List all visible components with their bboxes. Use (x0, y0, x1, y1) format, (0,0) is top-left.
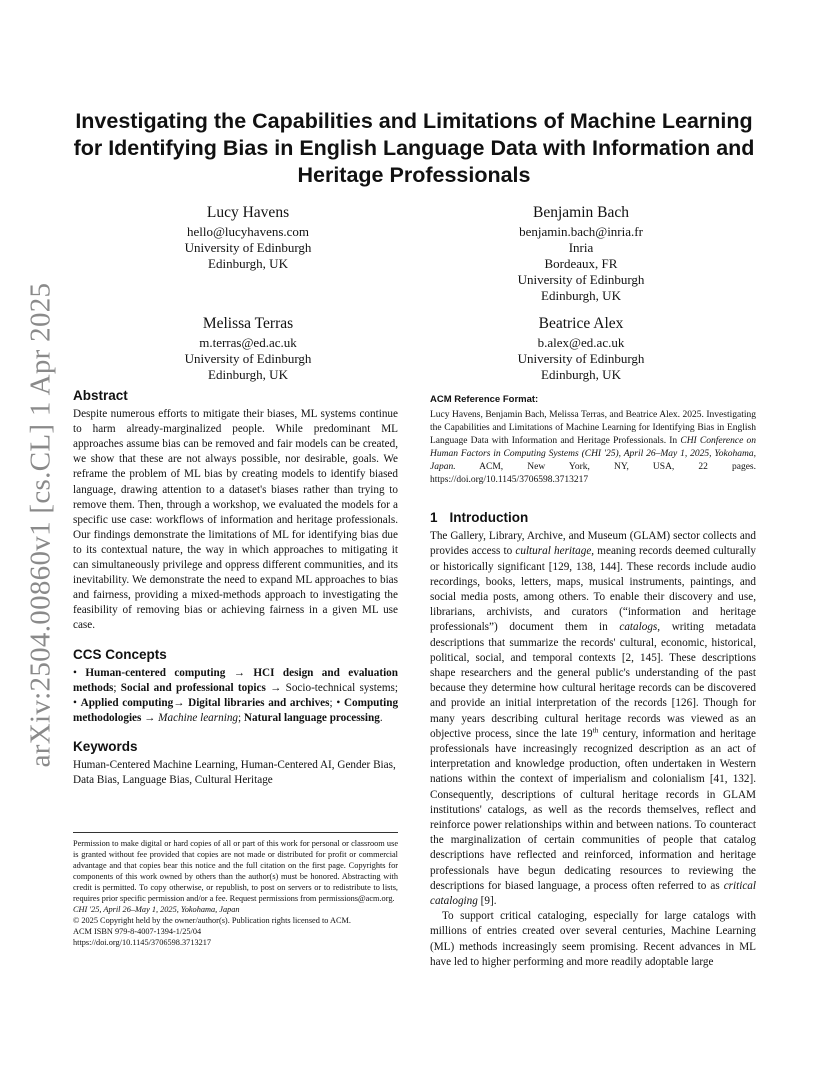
author-location: Edinburgh, UK (208, 256, 288, 271)
intro-text: The Gallery, Library, Archive, and Museum (GLAM) sector collects and provides access to (430, 530, 756, 558)
author-affiliation: University of Edinburgh (517, 351, 645, 366)
ccs-arrow: → (173, 696, 185, 709)
ccs-arrow: → (270, 681, 282, 694)
author-name: Beatrice Alex (538, 315, 624, 332)
arxiv-identifier (18, 282, 64, 768)
isbn-line: ACM ISBN 979-8-4007-1394-1/25/04 (73, 927, 202, 936)
author-block (481, 314, 681, 383)
abstract-text: Despite numerous efforts to mitigate their biases, ML systems continue to harm already-marginalized people. While predominant ML approaches assume bias can be removed and fair models can be created, we show that these are not always possible, nor desirable, goals. We reframe the problem of ML bias by creating models to identify biased language, drawing attention to a dataset's biases rather than trying to remove them. Then, through a workshop, we evaluated the models for a specific use case: workflows of information and heritage professionals. Our findings demonstrate the limitations of ML for identifying bias due to its contextual nature, the way in which approaches to mitigating it can simultaneously privilege and oppress different communities, and its inevitability. We demonstrate the need to expand ML approaches to bias and fairness, providing a mixed-methods approach to investigating the feasibility of removing bias or achieving fairness in a given ML use case. (73, 408, 398, 632)
ccs-separator: ; (329, 696, 337, 709)
author-location: Bordeaux, FR (544, 256, 618, 271)
permission-text: Permission to make digital or hard copies of all or part of this work for personal or classroom use is granted without fee provided that copies are not made or distributed for profit or commercial advantage and that copies bear this notice and the full citation on the first page. Copyrights for components of this work owned by others than the author(s) must be honored. Abstracting with credit is permitted. To copy otherwise, or republish, to post on servers or to redistribute to lists, requires prior specific permission and/or a fee. Request permissions from permissions@acm.org. (73, 839, 398, 903)
acm-reference (430, 392, 756, 487)
acm-reference-heading: ACM Reference Format: (430, 394, 539, 405)
paper-title: Investigating the Capabilities and Limitations of Machine Learning for Identifying Bias in English Language Data with Information and Heritage Professionals (73, 109, 755, 187)
intro-text: [9]. (477, 895, 497, 908)
ccs-term: Natural language processing (243, 711, 380, 724)
acm-reference-text (430, 409, 756, 487)
author-email: m.terras@ed.ac.uk (199, 335, 297, 350)
author-affiliation: Inria (568, 240, 594, 255)
section-number: 1 (430, 510, 438, 525)
author-block (481, 203, 681, 304)
acm-reference-venue: CHI Conference on Human Factors in Computing Systems (CHI '25), April 26–May 1, 2025, Yokohama, Japan. (430, 436, 756, 473)
intro-term: critical cataloging (430, 879, 756, 908)
author-location: Edinburgh, UK (541, 367, 621, 382)
ccs-separator: ; (113, 681, 121, 694)
ccs-term: Applied computing (80, 696, 174, 709)
author-name: Benjamin Bach (533, 204, 629, 221)
ccs-concepts: • Human-centered computing → HCI design and evaluation methods; Social and professional topics → Socio-technical systems; • Applied computing→ Digital libraries and archives; • Computing methodologies → Machine learning; Natural language processing. (73, 666, 399, 724)
intro-text: , meaning records deemed culturally or historically significant [129, 138, 144]. These records include audio recordings, books, letters, maps, musical instruments, paintings, and social media posts, among others. To enable their discovery and use, librarians, archivists, and curators (“information and heritage professionals”) document them in (430, 545, 756, 634)
ccs-arrow: → (144, 711, 156, 724)
superscript: th (592, 725, 599, 735)
ccs-term: Human-centered computing (85, 666, 226, 679)
ccs-arrow: → (233, 666, 245, 679)
intro-term: catalogs (619, 621, 658, 634)
author-email: b.alex@ed.ac.uk (537, 335, 625, 350)
author-block (148, 314, 348, 383)
ccs-term: Social and professional topics (120, 681, 266, 694)
acm-reference-authors: Lucy Havens, Benjamin Bach, Melissa Terras, and Beatrice Alex. 2025. Investigating the Capabilities and Limitations of Machine Learning for Identifying Bias in English Language Data with Information and Heritage Professionals. In (430, 410, 756, 447)
author-location: Edinburgh, UK (541, 288, 621, 303)
author-affiliation: University of Edinburgh (517, 272, 645, 287)
intro-term: cultural heritage (515, 545, 592, 558)
section-title: Introduction (449, 510, 529, 525)
keywords-heading: Keywords (73, 738, 138, 754)
venue-line: CHI '25, April 26–May 1, 2025, Yokohama, Japan (73, 905, 240, 914)
intro-text: century, information and heritage professionals have increasingly recognized description as an act of interpretation and knowledge production, often undertaken in Western nations within the context of imperialism and colonialism [41, 132]. Consequently, descriptions of cultural heritage records in GLAM institutions' catalogs, as well as the records themselves, reflect and reinforce power relationships within and between nations. To counteract the marginalization of certain communities of people that catalog descriptions have reflected and reinforced, information and heritage professionals have begun dedicating resources to reviewing the descriptions for biased language, a process often referred to as (430, 727, 756, 892)
ccs-separator: ; (394, 681, 398, 694)
ccs-heading: CCS Concepts (73, 646, 167, 662)
left-column (73, 388, 398, 788)
ccs-separator: ; (238, 711, 244, 724)
acm-reference-publisher[interactable]: ACM, New York, NY, USA, 22 pages. https://doi.org/10.1145/3706598.3713217 (430, 462, 756, 486)
author-email: benjamin.bach@inria.fr (519, 224, 643, 239)
abstract-heading: Abstract (73, 388, 128, 403)
permission-footnote (73, 832, 398, 948)
ccs-separator: . (379, 711, 383, 724)
arxiv-identifier-text: arXiv:2504.00860v1 [cs.CL] 1 Apr 2025 (24, 282, 57, 768)
author-email: hello@lucyhavens.com (186, 224, 310, 239)
ccs-term: HCI design and evaluation methods (73, 666, 398, 694)
author-name: Melissa Terras (202, 315, 294, 332)
intro-text: , writing metadata descriptions that summarize the records' cultural, economic, historical, political, social, and temporal contexts [2, 145]. These descriptions shape researchers and the general public's understanding of the past because they determine how cultural heritage records can be discovered and provide an initial interpretation of the records [126]. Though for many years describing cultural heritage records was viewed as an objective process, since the late 19 (430, 621, 756, 740)
intro-paragraph: To support critical cataloging, especially for large catalogs with millions of entries created over several centuries, Machine Learning (ML) methods increasingly seem promising. Recent advances in ML have led to higher performing and more readily adoptable large (430, 910, 756, 968)
author-location: Edinburgh, UK (208, 367, 288, 382)
introduction-section (430, 510, 756, 970)
copyright-line: © 2025 Copyright held by the owner/author(s). Publication rights licensed to ACM. (73, 916, 351, 925)
author-affiliation: University of Edinburgh (184, 240, 312, 255)
ccs-term: Machine learning (158, 711, 239, 724)
doi-line[interactable]: https://doi.org/10.1145/3706598.3713217 (73, 938, 212, 947)
introduction-heading (430, 510, 756, 525)
footnote-rule (73, 832, 398, 833)
keywords-text: Human-Centered Machine Learning, Human-Centered AI, Gender Bias, Data Bias, Language Bias, Cultural Heritage (73, 759, 396, 787)
author-block (148, 203, 348, 272)
author-name: Lucy Havens (206, 204, 290, 221)
intro-paragraph (430, 529, 756, 909)
ccs-term: Digital libraries and archives (188, 696, 330, 709)
ccs-term: Computing methodologies (73, 696, 399, 724)
ccs-term: Socio-technical systems (285, 681, 395, 694)
author-affiliation: University of Edinburgh (184, 351, 312, 366)
